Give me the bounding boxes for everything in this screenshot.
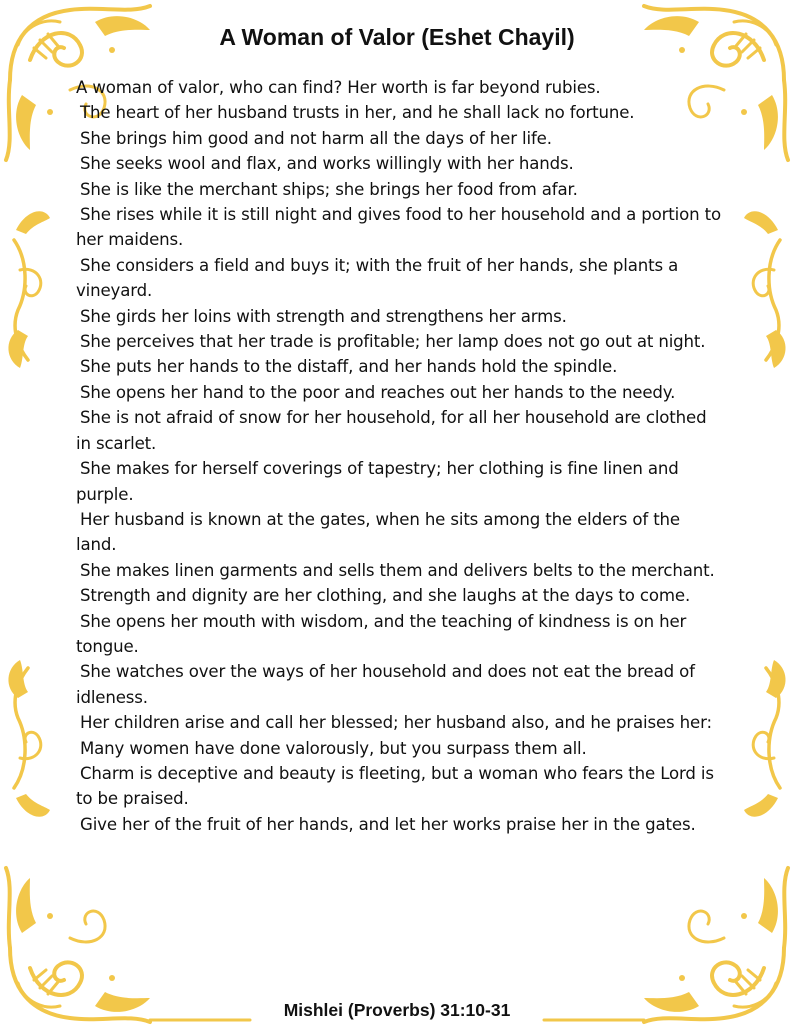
verse-line: Give her of the fruit of her hands, and let her works praise her in the gates. [80,814,696,834]
verse-line: A woman of valor, who can find? Her worth is far beyond rubies. [76,78,601,97]
verse-line: Many women have done valorously, but you surpass them all. [80,738,587,758]
verse-line: Her children arise and call her blessed; her husband also, and he praises her: [80,713,712,733]
verse-line: She brings him good and not harm all the days of her life. [80,128,552,148]
verse-line: She makes linen garments and sells them and delivers belts to the merchant. [80,560,715,580]
corner-ornament-bottom-left [6,868,150,1022]
verse-line: She perceives that her trade is profitable; her lamp does not go out at night. [80,332,706,352]
verse-line: She girds her loins with strength and strengthens her arms. [80,306,567,326]
verse-line: She opens her mouth with wisdom, and the teaching of kindness is on her tongue. [76,611,687,656]
corner-ornament-bottom-right [644,868,788,1022]
source-citation: Mishlei (Proverbs) 31:10-31 [283,1000,511,1020]
edge-ornament-left-upper [8,211,50,368]
verse-line: She opens her hand to the poor and reaches out her hands to the needy. [80,382,676,402]
verse-list [76,75,721,837]
verse-line: She makes for herself coverings of tapestry; her clothing is fine linen and purple. [76,459,679,504]
verse-line: She rises while it is still night and gives food to her household and a portion to her maidens. [76,205,721,250]
edge-ornament-right-upper [744,211,786,368]
verse-line: She is like the merchant ships; she brings her food from afar. [80,179,578,199]
verse-line: She puts her hands to the distaff, and her hands hold the spindle. [80,357,618,377]
verse-line: She considers a field and buys it; with the fruit of her hands, she plants a vineyard. [76,255,679,301]
verse-line: She seeks wool and flax, and works willingly with her hands. [80,154,574,174]
edge-ornament-right-lower [744,660,786,817]
document-title: A Woman of Valor (Eshet Chayil) [219,24,575,50]
verse-line: She is not afraid of snow for her household, for all her household are clothed in scarlet. [76,408,707,453]
verse-line: Her husband is known at the gates, when he sits among the elders of the land. [76,509,680,555]
verse-line: Charm is deceptive and beauty is fleeting, but a woman who fears the Lord is to be praised. [76,763,714,809]
edge-ornament-left-lower [8,660,50,817]
verse-line: The heart of her husband trusts in her, and he shall lack no fortune. [80,103,635,123]
verse-line: Strength and dignity are her clothing, and she laughs at the days to come. [80,586,691,606]
verse-line: She watches over the ways of her household and does not eat the bread of idleness. [76,662,695,707]
